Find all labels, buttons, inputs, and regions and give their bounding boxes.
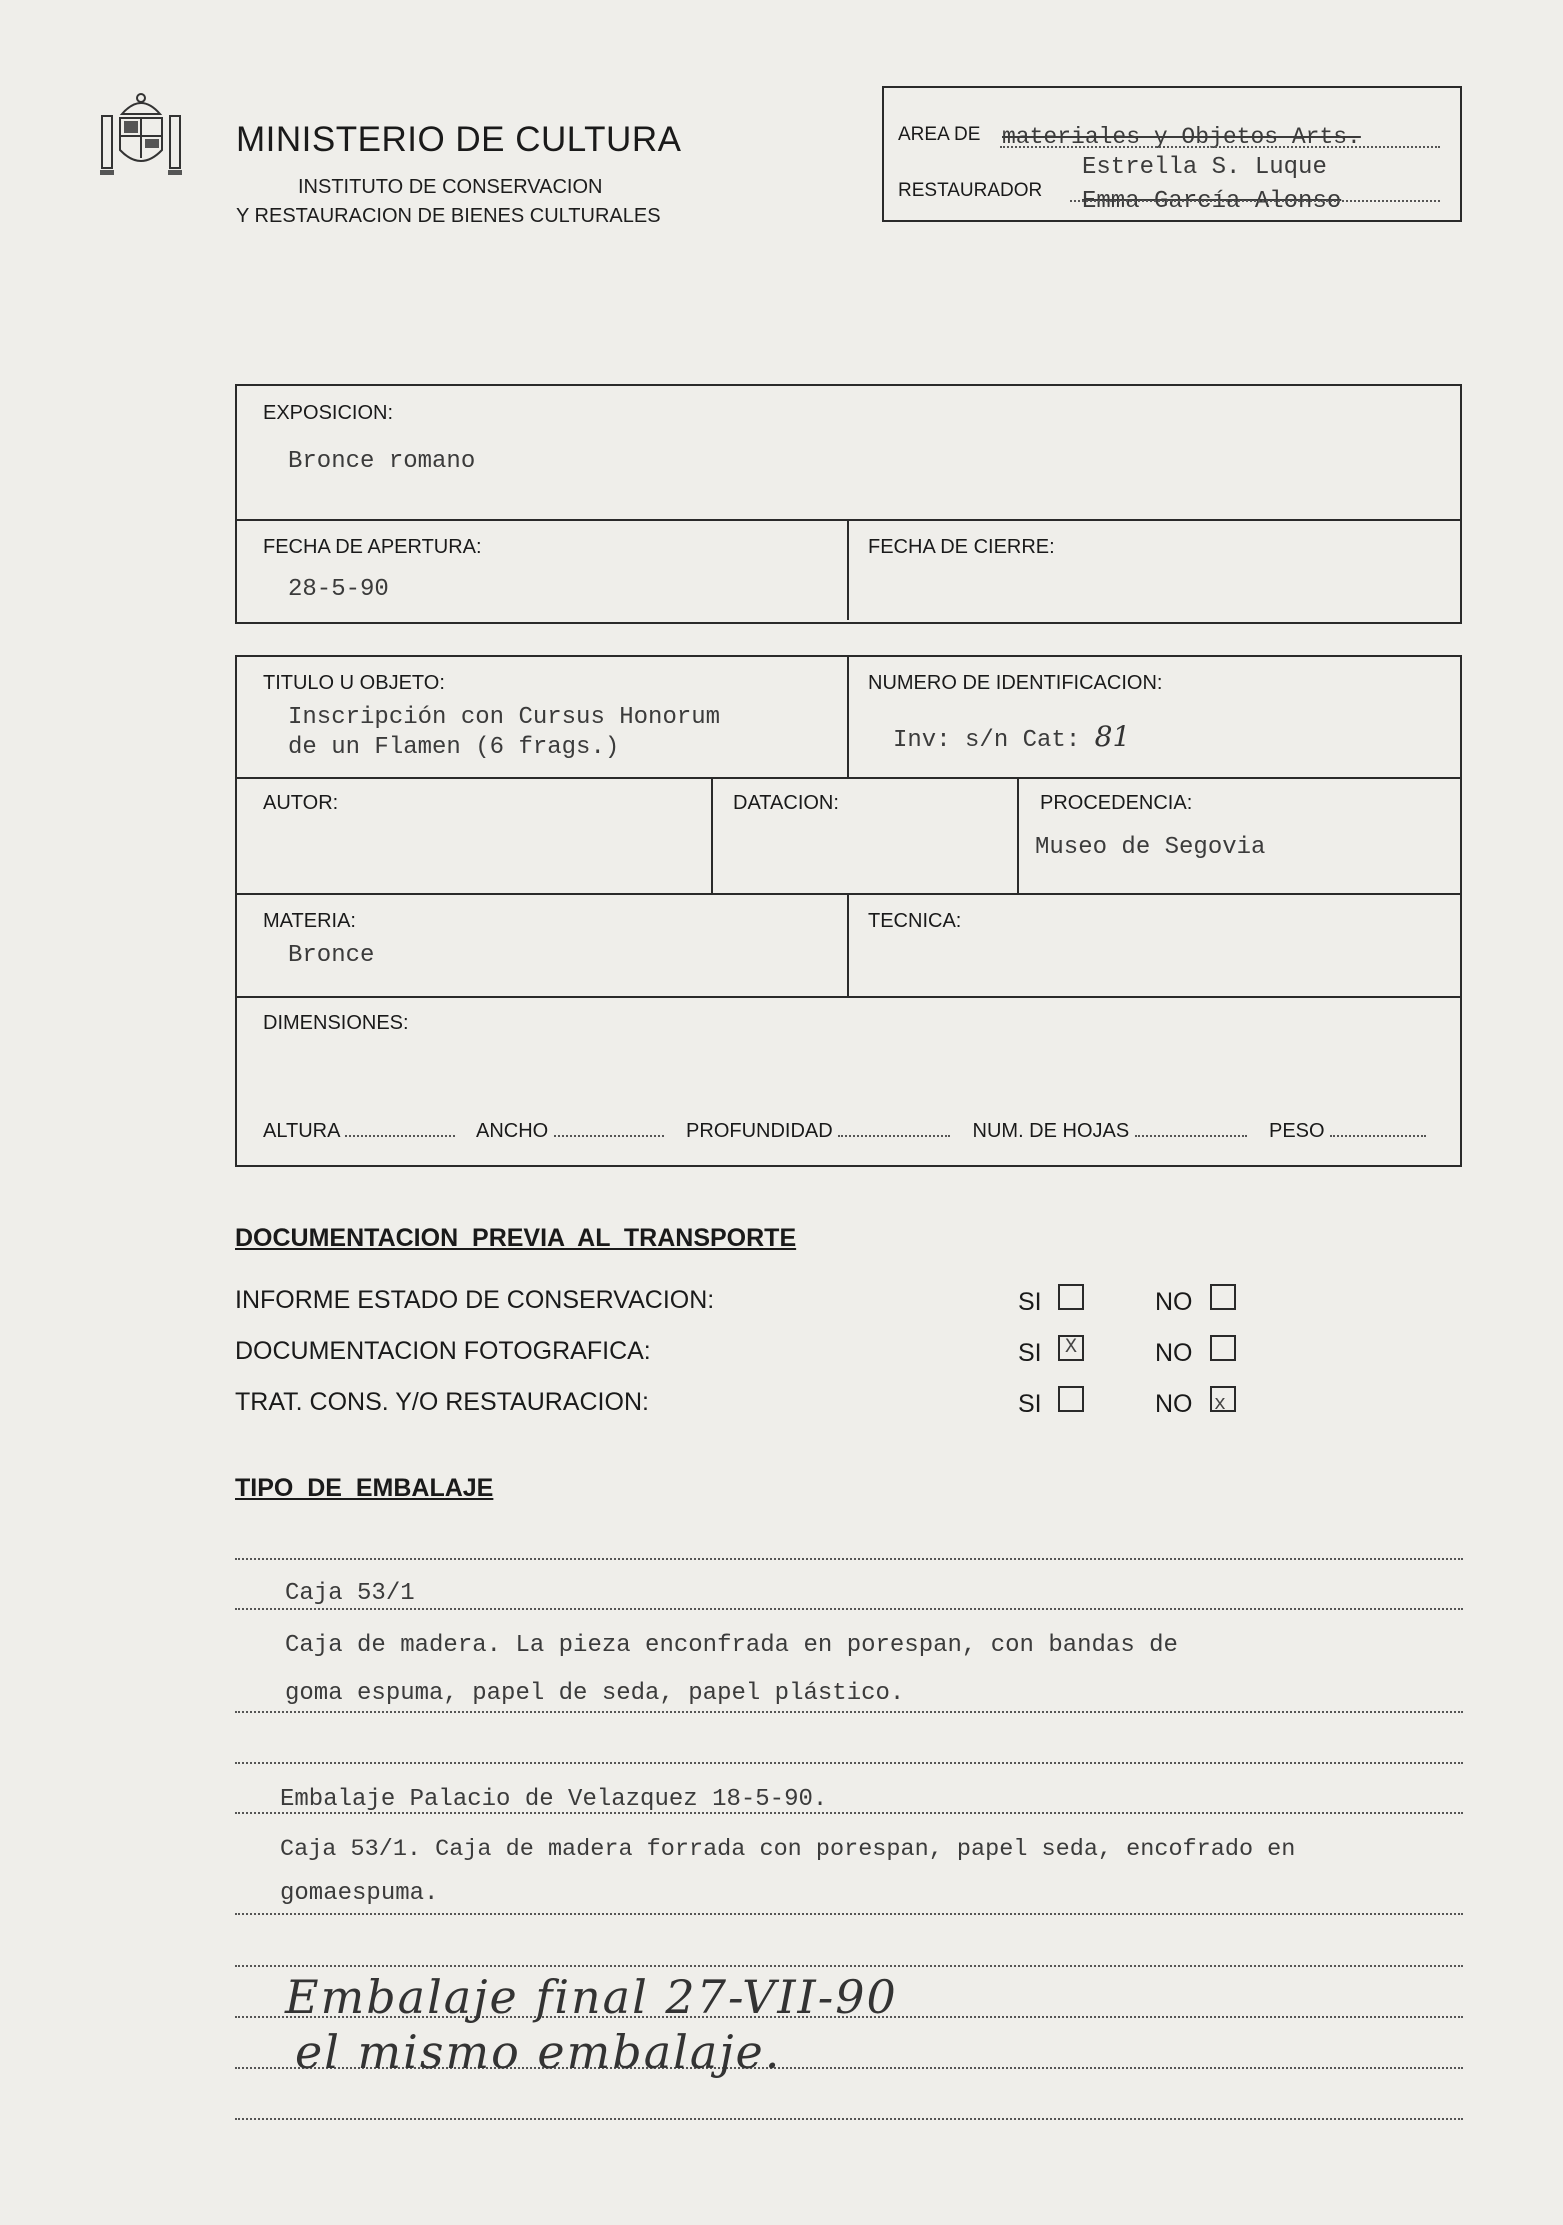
no-label: NO	[1155, 1288, 1193, 1316]
handwritten-note-2: el mismo embalaje.	[295, 2025, 782, 2079]
titulo-value-1: Inscripción con Cursus Honorum	[288, 704, 721, 731]
exposicion-value: Bronce romano	[288, 448, 476, 475]
ruled-line	[235, 2118, 1463, 2120]
materia-label: MATERIA:	[263, 910, 356, 932]
doc-row-2-label: DOCUMENTACION FOTOGRAFICA:	[235, 1337, 651, 1365]
ministry-title: MINISTERIO DE CULTURA	[236, 120, 682, 159]
tecnica-label: TECNICA:	[868, 910, 962, 932]
peso-label: PESO	[1269, 1120, 1325, 1142]
titulo-label: TITULO U OBJETO:	[263, 672, 445, 694]
datacion-label: DATACION:	[733, 792, 839, 814]
ancho-label: ANCHO	[476, 1120, 549, 1142]
divider	[1017, 777, 1019, 893]
restorer-label: RESTAURADOR	[898, 180, 1043, 201]
restorer-value-1: Estrella S. Luque	[1082, 154, 1327, 181]
ruled-line	[235, 1608, 1463, 1610]
autor-label: AUTOR:	[263, 792, 339, 814]
embalaje-line-2: Caja de madera. La pieza enconfrada en porespan, con bandas de	[285, 1632, 1178, 1659]
dimensiones-label: DIMENSIONES:	[263, 1012, 409, 1034]
doc-row-1-label: INFORME ESTADO DE CONSERVACION:	[235, 1286, 715, 1314]
numero-label: NUMERO DE IDENTIFICACION:	[868, 672, 1163, 694]
titulo-value-2: de un Flamen (6 frags.)	[288, 734, 620, 761]
handwritten-note-1: Embalaje final 27-VII-90	[285, 1970, 898, 2024]
restorer-dotline	[1070, 200, 1440, 202]
altura-label: ALTURA	[263, 1120, 340, 1142]
si-checkbox-2[interactable]: X	[1058, 1335, 1084, 1361]
ruled-line	[235, 1762, 1463, 1764]
embalaje-heading: TIPO DE EMBALAJE	[235, 1474, 494, 1502]
embalaje-line-4: Embalaje Palacio de Velazquez 18-5-90.	[280, 1786, 828, 1813]
area-label: AREA DE	[898, 124, 981, 145]
ruled-line	[235, 1711, 1463, 1713]
area-dotline	[1000, 146, 1440, 148]
no-label: NO	[1155, 1390, 1193, 1418]
documentacion-heading: DOCUMENTACION PREVIA AL TRANSPORTE	[235, 1224, 797, 1252]
ruled-line	[235, 1558, 1463, 1560]
divider	[235, 777, 1460, 779]
ruled-line	[235, 1965, 1463, 1967]
institute-line-2: Y RESTAURACION DE BIENES CULTURALES	[236, 205, 661, 227]
apertura-value: 28-5-90	[288, 576, 389, 603]
exposicion-label: EXPOSICION:	[263, 402, 394, 424]
embalaje-line-6: gomaespuma.	[280, 1880, 439, 1907]
profundidad-label: PROFUNDIDAD	[686, 1120, 833, 1142]
no-checkbox-1[interactable]	[1210, 1284, 1236, 1310]
area-value: materiales y Objetos Arts.	[1002, 124, 1361, 150]
no-checkbox-2[interactable]	[1210, 1335, 1236, 1361]
dimensions-row	[263, 1120, 1426, 1143]
materia-value: Bronce	[288, 942, 375, 969]
doc-row-3-label: TRAT. CONS. Y/O RESTAURACION:	[235, 1388, 649, 1416]
numero-value	[893, 720, 1130, 754]
coat-of-arms-icon	[98, 88, 184, 178]
cierre-label: FECHA DE CIERRE:	[868, 536, 1055, 558]
si-label: SI	[1018, 1339, 1042, 1367]
numero-handwritten: 81	[1094, 720, 1131, 753]
divider	[847, 519, 849, 620]
si-checkbox-3[interactable]	[1058, 1386, 1084, 1412]
si-label: SI	[1018, 1390, 1042, 1418]
divider	[847, 655, 849, 777]
divider	[235, 996, 1460, 998]
si-checkbox-1[interactable]	[1058, 1284, 1084, 1310]
num-hojas-label: NUM. DE HOJAS	[972, 1120, 1130, 1142]
no-label: NO	[1155, 1339, 1193, 1367]
embalaje-line-3: goma espuma, papel de seda, papel plástico.	[285, 1680, 905, 1707]
no-checkbox-3[interactable]: x	[1210, 1386, 1236, 1412]
institute-line-1: INSTITUTO DE CONSERVACION	[298, 176, 603, 198]
restorer-value-2: Emma García Alonso	[1082, 188, 1342, 215]
si-label: SI	[1018, 1288, 1042, 1316]
embalaje-line-5: Caja 53/1. Caja de madera forrada con porespan, papel seda, encofrado en	[280, 1836, 1296, 1863]
numero-typed: Inv: s/n Cat:	[893, 727, 1095, 754]
divider	[847, 893, 849, 996]
procedencia-value: Museo de Segovia	[1035, 834, 1266, 861]
divider	[711, 777, 713, 893]
embalaje-line-1: Caja 53/1	[285, 1580, 415, 1607]
ruled-line	[235, 1913, 1463, 1915]
procedencia-label: PROCEDENCIA:	[1040, 792, 1193, 814]
apertura-label: FECHA DE APERTURA:	[263, 536, 482, 558]
